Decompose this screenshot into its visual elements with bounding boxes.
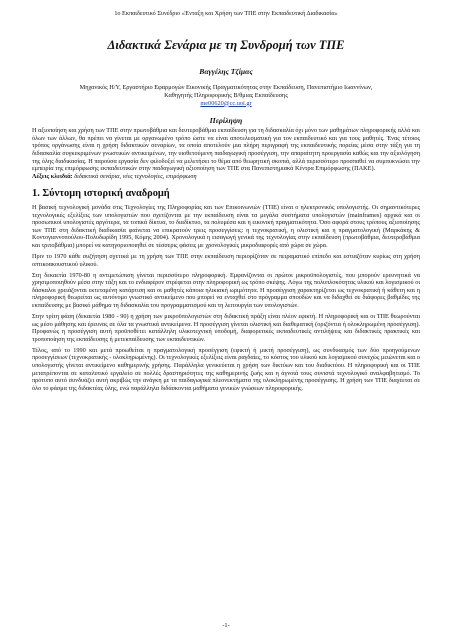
paper-title: Διδακτικά Σενάρια με τη Συνδρομή των ΤΠΕ: [107, 38, 345, 52]
section-1-paragraph: Η βασική τεχνολογική μονάδα στις Τεχνολογίες της Πληροφορίας και των Επικοινωνιών (ΤΠΕ) είναι ο ηλεκτρονικός υπολογιστής. Οι σημαντικότερες τεχνολογικές εξελίξεις των υπολογιστών που σχετίζονται με την εκπαίδευση είναι τα μεγάλα συστήματα υπολογιστών (mainframes) αρχικά και οι προσωπικοί υπολογιστές αργότερα, τα τοπικά δίκτυα, το διαδίκτυο, τα πολυμέσα και η εικονική πραγματικότητα. Όσο αφορά στους τρόπους αξιοποίησης των ΤΠΕ στη διδακτική διαδικασία φαίνεται να επικρατούν τρεις προσεγγίσεις: η τεχνοκρατική, η ολιστική και η πραγματολογική (Μαρκάκης & Κοντογιαννοπούλου-Πολυδωρίδη 1995, Κόμης 2004). Χρονολογικά η εισαγωγή γενικά της τεχνολογίας στην εκπαίδευση (πρωτοβάθμια, δευτεροβάθμια και τριτοβάθμια) μπορεί να κατηγοριοποιηθεί σε τέσσερις φάσεις με χρονολογικές μικροδιαφορές από χώρα σε χώρα.: [32, 204, 420, 249]
author-email-link[interactable]: me00620@cc.uoi.gr: [200, 99, 252, 107]
running-header: 1ο Εκπαιδευτικό Συνέδριο «Ένταξη και Χρήση των ΤΠΕ στην Εκπαιδευτική Διαδικασία»: [114, 10, 338, 17]
section-1-paragraph: Στη δεκαετία 1970-80 η αντιμετώπιση γίνεται περισσότερο πληροφορική. Εμφανίζονται οι πρώτοι μικροϋπολογιστές, που μπορούν ερευνητικά να χρησιμοποιηθούν μέσα στην τάξη και το ενδιαφέρον στρέφεται στην πληροφορική ως τρόπο σκέψης. Λόγω της πολυπλοκότητας υλικού και λογισμικού οι δάσκαλοι χρειάζονται εκτεταμένη κατάρτιση και οι μαθητές κάποια ηλικιακή ωριμότητα. Η προσέγγιση χαρακτηρίζεται ως τεχνοκρατική ή κάθετη και η πληροφορική θεωρείται ως αυτόνομο γνωστικό αντικείμενο που μπορεί να ενταχθεί στο πρόγραμμα σπουδών και να διδαχθεί σε διάφορες βαθμίδες της εκπαίδευσης με βασικό μάθημα τη διδασκαλία του προγραμματισμού και τη λειτουργία των υπολογιστών.: [32, 271, 420, 309]
keywords-text: διδακτικά σενάρια, νέες τεχνολογίες, επιμόρφωση: [74, 172, 197, 180]
keywords-label: Λέξεις κλειδιά:: [32, 172, 73, 180]
affiliation-line-2: Καθηγητής Πληροφορικής Β/θμιας Εκπαίδευσης: [164, 91, 288, 99]
section-1-paragraph: Τέλος, από το 1990 και μετά προωθείται η πραγματολογική προσέγγιση (εφικτή ή μικτή προσέγγιση), ως συνδυασμός των δύο προηγούμενων προσεγγίσεων (τεχνοκρατικής - ολοκληρωμένης). Οι τεχνολογικές εξελίξεις είναι ραγδαίες, το κόστος του υλικού και λογισμικού συνεχώς μειώνεται και ο υπολογιστής γίνεται αντικείμενο καθημερινής χρήσης. Παράλληλα γενικεύεται η χρήση των δικτύων και του διαδικτύου. Η πληροφορική και οι ΤΠΕ μετατρέπονται σε καταλυτικό εργαλείο σε πολλές δραστηριότητες της καθημερινής ζωής και η άγνοιά τους συνιστά τεχνολογικό αναλφαβητισμό. Το πρότυπο αυτό συνδυάζει αυτή ακριβώς την ανάγκη με τα παιδαγωγικά πλεονεκτήματα της ολοκληρωμένης προσέγγισης. Η χρήση των ΤΠΕ διαχέεται σε όλο το φάσμα της διδακτέας ύλης, ενώ παράλληλα διδάσκονται μαθήματα γενικών γνώσεων πληροφορικής.: [32, 346, 420, 392]
keywords-line: [32, 173, 420, 181]
abstract-heading: Περίληψη: [209, 116, 243, 126]
author-name: Βαγγέλης Τζίμας: [199, 67, 253, 76]
page-number: -1-: [222, 622, 230, 629]
affiliation-line-1: Μηχανικός Η/Υ, Εργαστήριο Εφαρμογών Εικονικής Πραγματικότητας στην Εκπαίδευση, Πανεπιστήμιο Ιωαννίνων,: [79, 84, 373, 91]
abstract-text: Η αξιοποίηση και χρήση των ΤΠΕ στην πρωτοβάθμια και δευτεροβάθμια εκπαίδευση για τη διδασκαλία όχι μόνο των μαθημάτων πληροφορικής αλλά και όλων των άλλων, θα πρέπει να γίνεται με οργανωμένο τρόπο ώστε να είναι αποτελεσματική για τον εκπαιδευτικό και για τους μαθητές. Ένας τέτοιος τρόπος οργάνωσης είναι η χρήση διδακτικών σεναρίων, τα οποία αποτελούν μια πλήρη περιγραφή της εκπαιδευτικής πορείας μέσα στην τάξη για τη διδασκαλία συγκεκριμένων γνωστικών αντικειμένων, την υιοθετούμενη παιδαγωγική προσέγγιση, την απαραίτητη προεργασία καθώς και την αξιολόγηση της όλης διαδικασίας. Η παρούσα εργασία δεν φιλοδοξεί να μελετήσει το θέμα από θεωρητική σκοπιά, αλλά περισσότερο προσπαθεί να συμπυκνώσει την εμπειρία της επιμόρφωσης εκπαιδευτικών στην παιδαγωγική αξιοποίηση των ΤΠΕ στα Πανεπιστημιακά Κέντρα Επιμόρφωσης (ΠΑΚΕ).: [32, 127, 420, 173]
section-1-heading: 1. Σύντομη ιστορική αναδρομή: [32, 188, 170, 200]
section-1-paragraph: Πριν το 1970 κάθε συζήτηση σχετικά με τη χρήση των ΤΠΕ στην εκπαίδευση περιορίζόταν σε πειραματικό επίπεδο και εστιαζόταν κυρίως στη χρήση οπτικοακουστικού υλικού.: [32, 253, 420, 268]
section-1-paragraph: Στην τρίτη φάση (δεκαετία 1980 - 90) η χρήση των μικροϋπολογιστών στη διδακτική πράξη είναι πλέον εφικτή. Η πληροφορική και οι ΤΠΕ θεωρούνται ως μέσο μάθησης και έρευνας σε όλα τα γνωστικά αντικείμενα. Η προσέγγιση γίνεται ολιστική και διαθεματική (οριζόντια ή ολοκληρωμένη προσέγγιση). Προφανώς η προσέγγιση αυτή προϋποθέτει κατάλληλη υλικοτεχνική υποδομή, διαφορετικές εκπαιδευτικές αντιλήψεις και διδακτικές πρακτικές και τροποποίηση της εκπαίδευσης ή μετεκπαίδευσης των εκπαιδευτικών.: [32, 313, 420, 343]
